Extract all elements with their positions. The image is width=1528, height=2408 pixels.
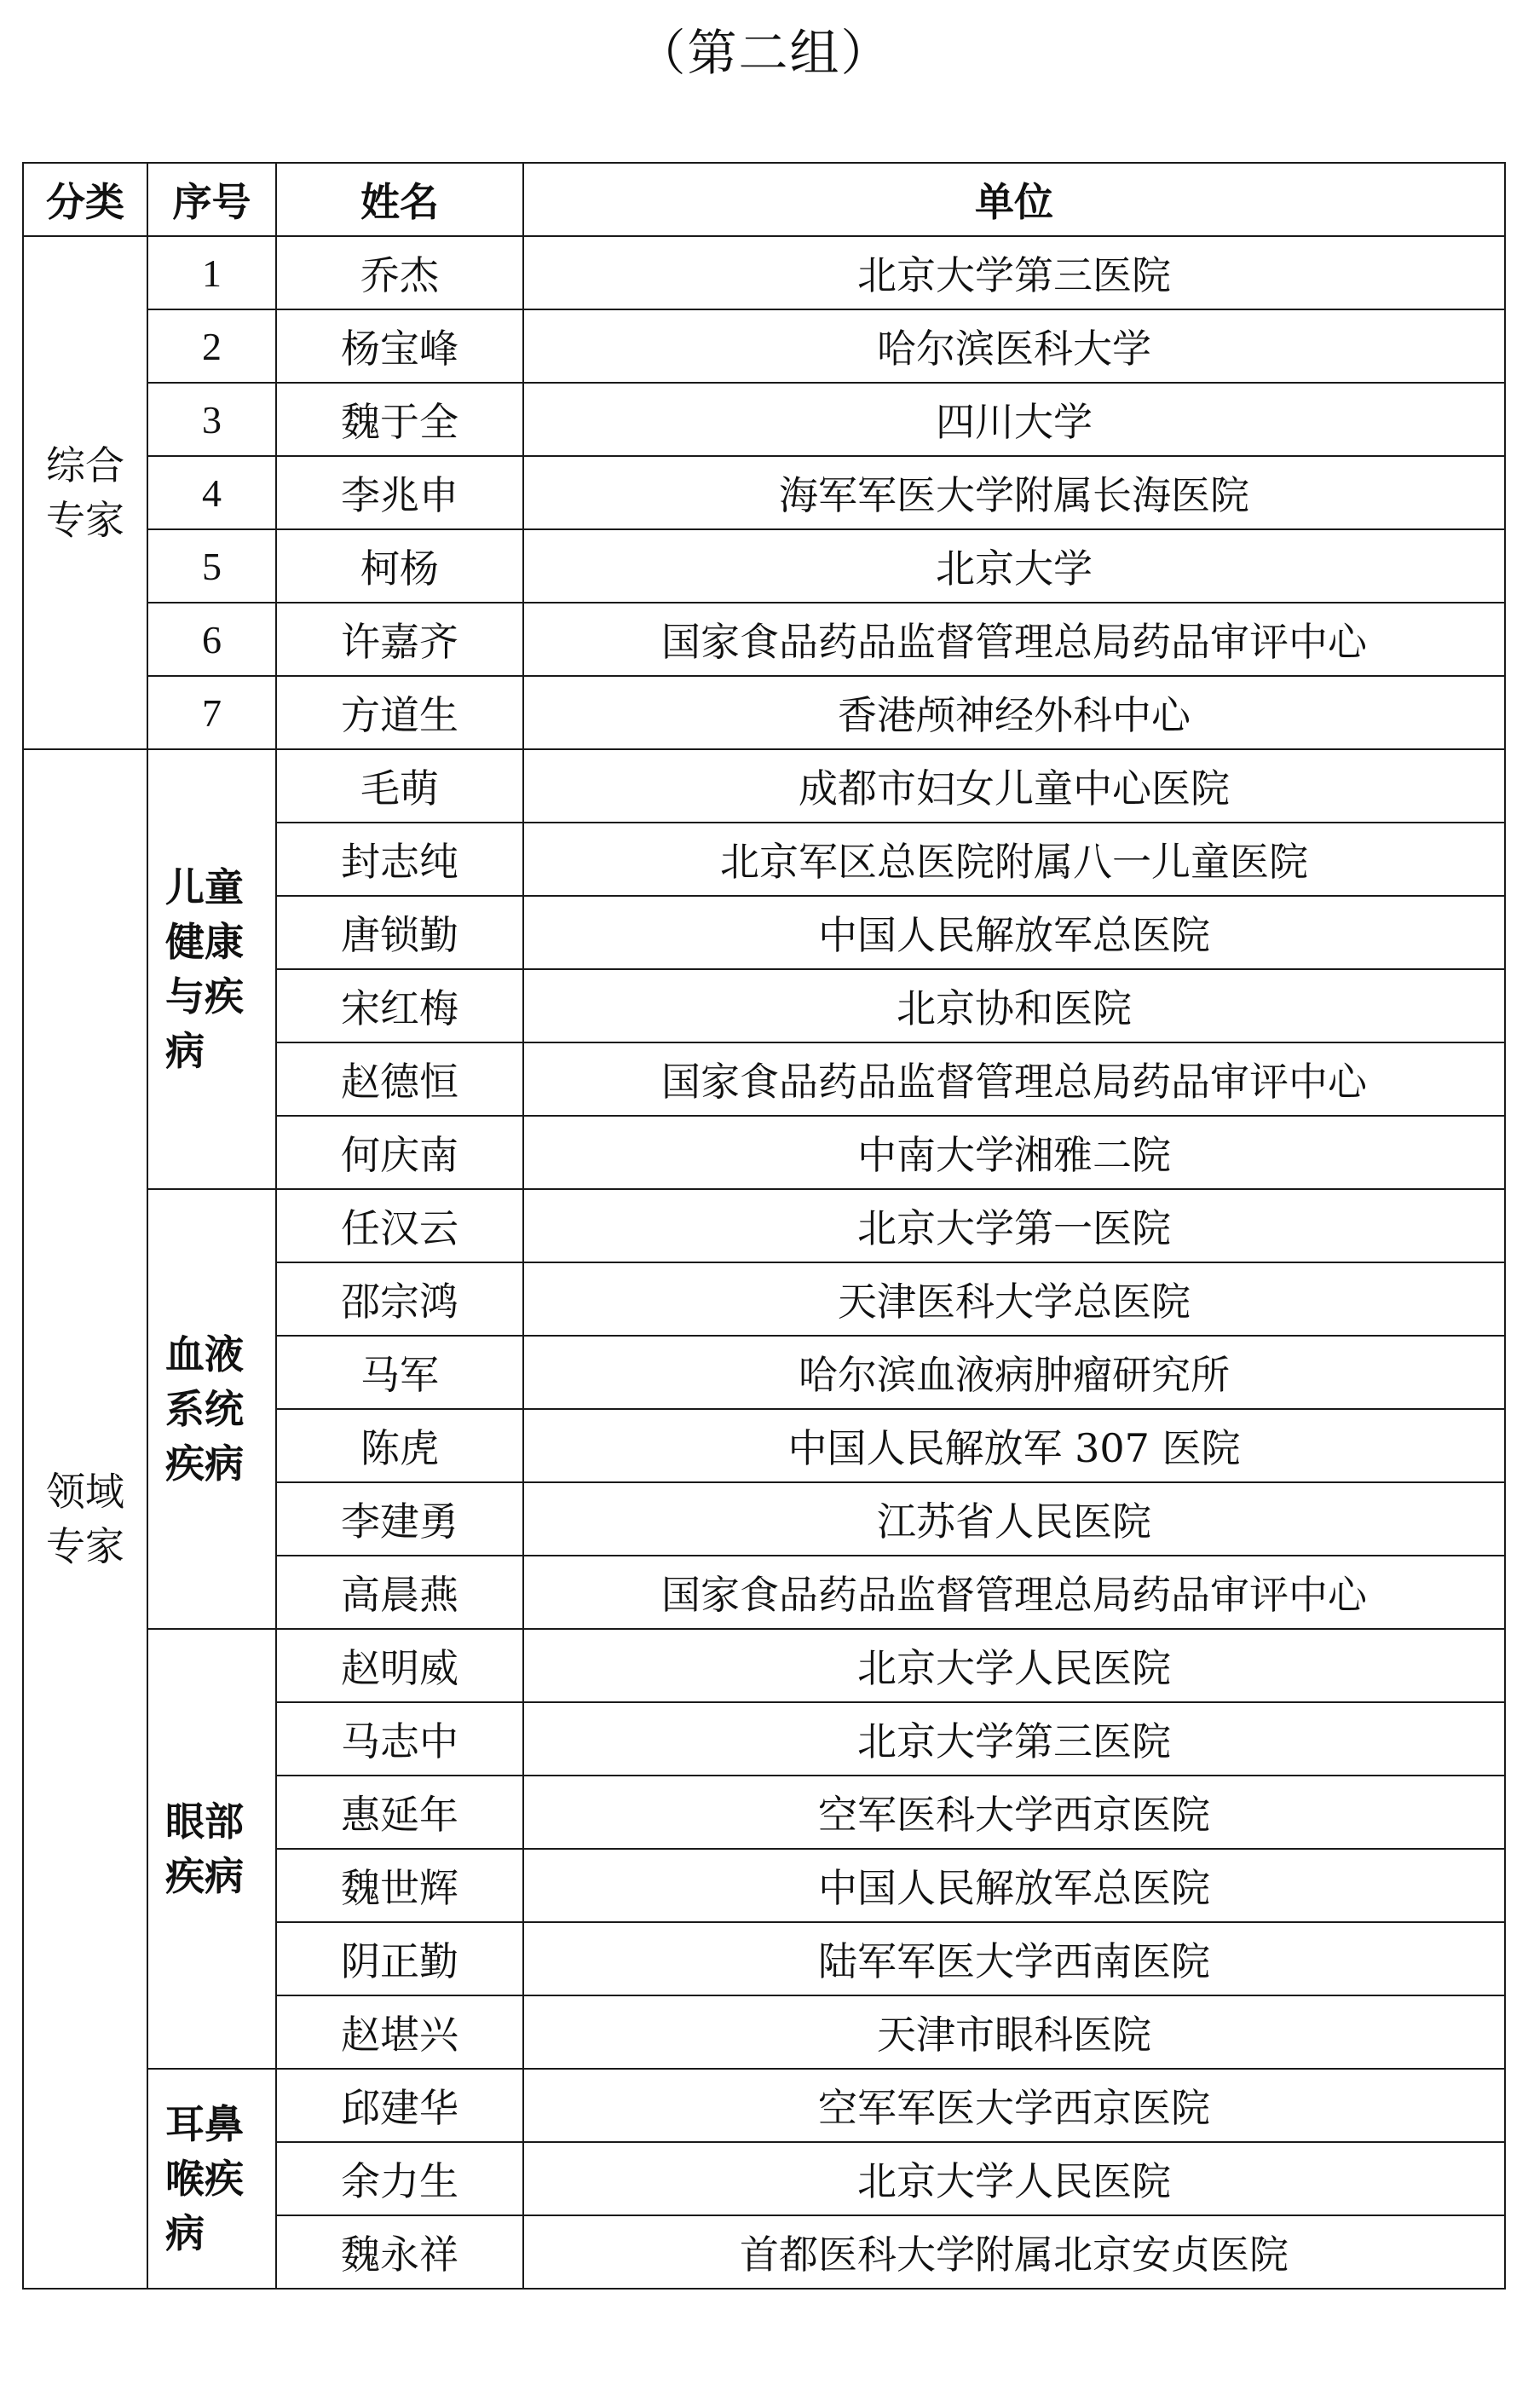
name-cell: 阴正勤 — [276, 1922, 523, 1995]
unit-cell: 哈尔滨医科大学 — [523, 309, 1505, 383]
category-label — [24, 1464, 147, 1574]
name-cell: 何庆南 — [276, 1116, 523, 1189]
category-cell-general — [23, 236, 147, 749]
name-cell: 惠延年 — [276, 1776, 523, 1849]
name-cell: 李兆申 — [276, 456, 523, 529]
name-cell: 封志纯 — [276, 823, 523, 896]
table-row — [23, 749, 1505, 823]
header-name: 姓名 — [276, 163, 523, 236]
subgroup-label-line: 系统 — [165, 1386, 244, 1432]
subgroup-label-line: 眼部 — [165, 1799, 244, 1845]
unit-cell: 江苏省人民医院 — [523, 1482, 1505, 1556]
unit-cell: 中国人民解放军 307 医院 — [523, 1409, 1505, 1482]
name-cell: 赵明威 — [276, 1629, 523, 1702]
subgroup-label-line: 疾病 — [165, 1853, 244, 1899]
subgroup-label — [165, 1794, 275, 1903]
header-category: 分类 — [23, 163, 147, 236]
seq-cell: 6 — [147, 603, 276, 676]
name-cell: 唐锁勤 — [276, 896, 523, 969]
category-label-line: 领域 — [46, 1469, 124, 1515]
unit-cell: 空军军医大学西京医院 — [523, 2069, 1505, 2142]
unit-cell: 香港颅神经外科中心 — [523, 676, 1505, 749]
unit-cell: 中国人民解放军总医院 — [523, 896, 1505, 969]
name-cell: 魏于全 — [276, 383, 523, 456]
subgroup-label-line: 耳鼻 — [165, 2101, 244, 2147]
table-row — [23, 236, 1505, 309]
name-cell: 魏世辉 — [276, 1849, 523, 1922]
category-label — [24, 438, 147, 547]
seq-cell: 5 — [147, 529, 276, 603]
name-cell: 宋红梅 — [276, 969, 523, 1042]
name-cell: 邱建华 — [276, 2069, 523, 2142]
name-cell: 李建勇 — [276, 1482, 523, 1556]
name-cell: 乔杰 — [276, 236, 523, 309]
unit-cell: 中国人民解放军总医院 — [523, 1849, 1505, 1922]
table-row — [23, 2069, 1505, 2142]
name-cell: 陈虎 — [276, 1409, 523, 1482]
unit-cell: 中南大学湘雅二院 — [523, 1116, 1505, 1189]
table-row — [23, 676, 1505, 749]
subgroup-label — [165, 1327, 275, 1491]
subgroup-label-line: 喉疾 — [165, 2156, 244, 2202]
seq-cell: 2 — [147, 309, 276, 383]
name-cell: 马军 — [276, 1336, 523, 1409]
unit-cell: 北京军区总医院附属八一儿童医院 — [523, 823, 1505, 896]
unit-cell: 北京大学 — [523, 529, 1505, 603]
subgroup-cell-ent — [147, 2069, 276, 2289]
seq-cell: 4 — [147, 456, 276, 529]
subgroup-label-line: 疾病 — [165, 1441, 244, 1487]
name-cell: 方道生 — [276, 676, 523, 749]
seq-cell: 1 — [147, 236, 276, 309]
subgroup-label-line: 儿童 — [165, 864, 244, 910]
name-cell: 许嘉齐 — [276, 603, 523, 676]
name-cell: 赵堪兴 — [276, 1995, 523, 2069]
category-label-line: 专家 — [46, 1523, 124, 1569]
table-row — [23, 383, 1505, 456]
expert-roster-table — [22, 162, 1506, 2290]
subgroup-label — [165, 860, 275, 1078]
subgroup-label-line: 病 — [165, 2210, 205, 2256]
subgroup-cell-eye — [147, 1629, 276, 2069]
header-unit: 单位 — [523, 163, 1505, 236]
name-cell: 邵宗鸿 — [276, 1262, 523, 1336]
unit-cell: 四川大学 — [523, 383, 1505, 456]
unit-cell: 北京大学人民医院 — [523, 1629, 1505, 1702]
subgroup-label-line: 血液 — [165, 1331, 244, 1377]
subgroup-label-line: 与疾 — [165, 973, 244, 1019]
unit-cell: 国家食品药品监督管理总局药品审评中心 — [523, 603, 1505, 676]
unit-cell: 哈尔滨血液病肿瘤研究所 — [523, 1336, 1505, 1409]
seq-cell: 3 — [147, 383, 276, 456]
table-row — [23, 529, 1505, 603]
table-row — [23, 1629, 1505, 1702]
category-label-line: 综合 — [46, 442, 124, 488]
header-seq: 序号 — [147, 163, 276, 236]
name-cell: 马志中 — [276, 1702, 523, 1776]
table-row — [23, 456, 1505, 529]
unit-cell: 北京大学第三医院 — [523, 1702, 1505, 1776]
unit-cell: 国家食品药品监督管理总局药品审评中心 — [523, 1042, 1505, 1116]
subgroup-cell-blood — [147, 1189, 276, 1629]
table-row — [23, 1189, 1505, 1262]
name-cell: 杨宝峰 — [276, 309, 523, 383]
name-cell: 柯杨 — [276, 529, 523, 603]
page-title: （第二组） — [636, 24, 892, 82]
name-cell: 魏永祥 — [276, 2215, 523, 2289]
unit-cell: 首都医科大学附属北京安贞医院 — [523, 2215, 1505, 2289]
name-cell: 高晨燕 — [276, 1556, 523, 1629]
name-cell: 余力生 — [276, 2142, 523, 2215]
subgroup-label — [165, 2097, 275, 2261]
unit-cell: 北京大学第三医院 — [523, 236, 1505, 309]
unit-cell: 天津医科大学总医院 — [523, 1262, 1505, 1336]
unit-cell: 陆军军医大学西南医院 — [523, 1922, 1505, 1995]
unit-cell: 北京协和医院 — [523, 969, 1505, 1042]
unit-cell: 海军军医大学附属长海医院 — [523, 456, 1505, 529]
unit-cell: 北京大学人民医院 — [523, 2142, 1505, 2215]
table-row — [23, 603, 1505, 676]
category-cell-domain — [23, 749, 147, 2289]
unit-cell: 天津市眼科医院 — [523, 1995, 1505, 2069]
subgroup-label-line: 病 — [165, 1028, 205, 1074]
subgroup-label-line: 健康 — [165, 919, 244, 965]
unit-cell: 成都市妇女儿童中心医院 — [523, 749, 1505, 823]
table-header-row — [23, 163, 1505, 236]
name-cell: 毛萌 — [276, 749, 523, 823]
subgroup-cell-child-health — [147, 749, 276, 1189]
unit-cell: 国家食品药品监督管理总局药品审评中心 — [523, 1556, 1505, 1629]
table-body — [23, 236, 1505, 2289]
name-cell: 任汉云 — [276, 1189, 523, 1262]
category-label-line: 专家 — [46, 497, 124, 543]
table-row — [23, 309, 1505, 383]
unit-cell: 空军医科大学西京医院 — [523, 1776, 1505, 1849]
unit-cell: 北京大学第一医院 — [523, 1189, 1505, 1262]
seq-cell: 7 — [147, 676, 276, 749]
name-cell: 赵德恒 — [276, 1042, 523, 1116]
